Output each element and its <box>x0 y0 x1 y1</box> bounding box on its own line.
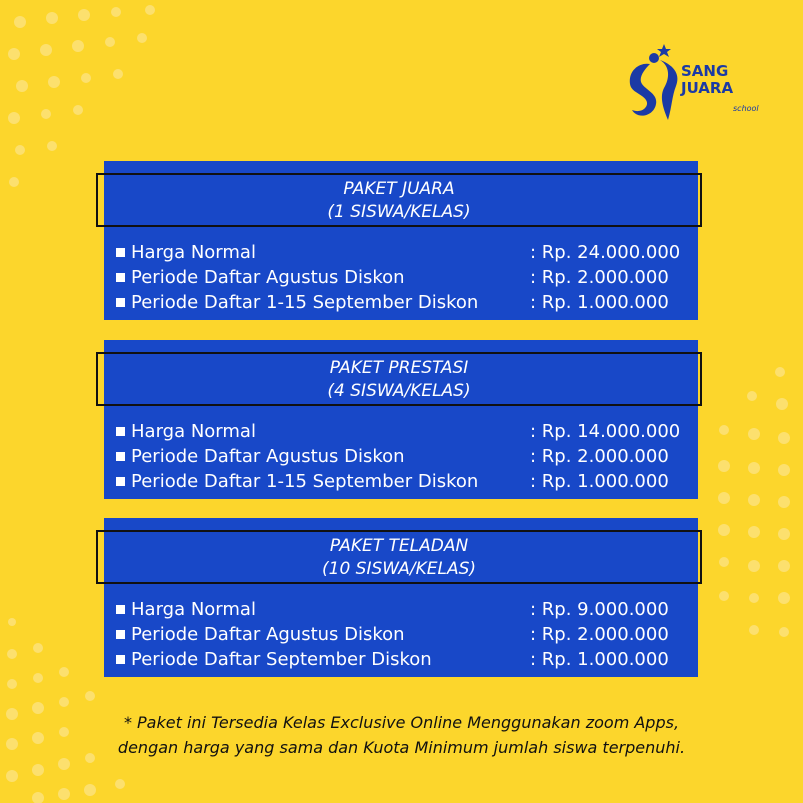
price-value: : Rp. 2.000.000 <box>530 267 669 288</box>
price-list <box>114 597 698 672</box>
price-row <box>114 419 698 444</box>
logo-wordmark <box>681 62 759 113</box>
price-row <box>114 444 698 469</box>
package-title: PAKET TELADAN <box>329 536 469 556</box>
package-subtitle: (10 SISWA/KELAS) <box>322 559 476 579</box>
price-label: Periode Daftar Agustus Diskon <box>131 446 405 467</box>
price-row <box>114 622 698 647</box>
logo-line-sang: SANG <box>681 62 729 80</box>
logo-line-juara: JUARA <box>681 79 734 97</box>
package-title: PAKET PRESTASI <box>329 358 469 378</box>
bullet-icon <box>116 273 125 282</box>
price-label: Harga Normal <box>131 421 256 442</box>
price-label: Harga Normal <box>131 242 256 263</box>
package-header <box>96 173 702 227</box>
price-list <box>114 240 698 315</box>
package-title: PAKET JUARA <box>343 179 455 199</box>
bullet-icon <box>116 452 125 461</box>
package-header <box>96 530 702 584</box>
price-label: Periode Daftar 1-15 September Diskon <box>131 471 479 492</box>
price-value: : Rp. 2.000.000 <box>530 624 669 645</box>
package-subtitle: (1 SISWA/KELAS) <box>327 202 471 222</box>
package-header <box>96 352 702 406</box>
price-row <box>114 290 698 315</box>
price-label: Periode Daftar Agustus Diskon <box>131 267 405 288</box>
footnote-line-1: * Paket ini Tersedia Kelas Exclusive Online Menggunakan zoom Apps, <box>123 713 680 732</box>
bullet-icon <box>116 477 125 486</box>
package-card-teladan <box>104 518 698 677</box>
price-label: Harga Normal <box>131 599 256 620</box>
bullet-icon <box>116 298 125 307</box>
price-row <box>114 265 698 290</box>
footnote-line-2: dengan harga yang sama dan Kuota Minimum jumlah siswa terpenuhi. <box>117 738 686 757</box>
price-value: : Rp. 24.000.000 <box>530 242 681 263</box>
bullet-icon <box>116 605 125 614</box>
bullet-icon <box>116 427 125 436</box>
price-label: Periode Daftar September Diskon <box>131 649 432 670</box>
price-value: : Rp. 1.000.000 <box>530 471 669 492</box>
price-label: Periode Daftar 1-15 September Diskon <box>131 292 479 313</box>
price-row <box>114 240 698 265</box>
bullet-icon <box>116 248 125 257</box>
price-value: : Rp. 2.000.000 <box>530 446 669 467</box>
bullet-icon <box>116 655 125 664</box>
price-value: : Rp. 14.000.000 <box>530 421 681 442</box>
package-card-juara <box>104 161 698 320</box>
package-subtitle: (4 SISWA/KELAS) <box>327 381 471 401</box>
price-row <box>114 597 698 622</box>
price-value: : Rp. 1.000.000 <box>530 649 669 670</box>
footnote <box>0 710 803 760</box>
bullet-icon <box>116 630 125 639</box>
price-value: : Rp. 9.000.000 <box>530 599 669 620</box>
logo-school: school <box>733 104 759 113</box>
package-card-prestasi <box>104 340 698 499</box>
price-row <box>114 469 698 494</box>
price-label: Periode Daftar Agustus Diskon <box>131 624 405 645</box>
price-value: : Rp. 1.000.000 <box>530 292 669 313</box>
price-list <box>114 419 698 494</box>
price-row <box>114 647 698 672</box>
